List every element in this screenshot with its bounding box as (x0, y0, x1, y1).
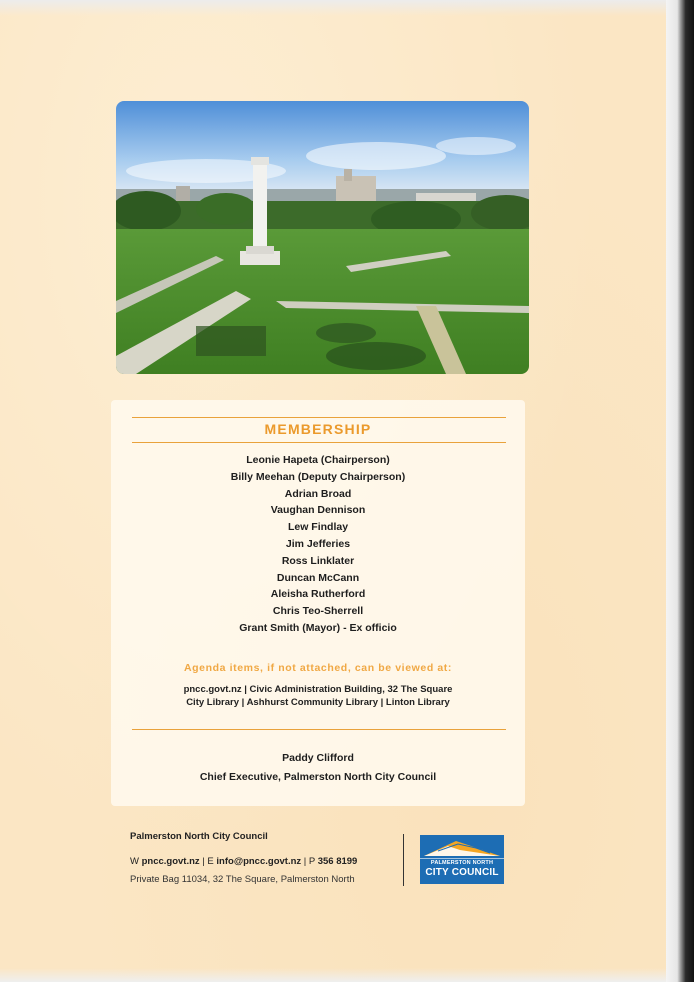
scan-edge-right (666, 0, 694, 982)
title-rule-top (132, 417, 506, 418)
member-item: Vaughan Dennison (270, 504, 366, 517)
phone-prefix: P (308, 856, 316, 867)
phone-number: 356 8199 (317, 856, 358, 867)
city-square-photo (116, 101, 529, 374)
logo-small-text: PALMERSTON NORTH (430, 860, 494, 866)
footer-address: Private Bag 11034, 32 The Square, Palmerston North (130, 874, 355, 885)
logo-large-text: CITY COUNCIL (425, 867, 499, 878)
email-prefix: E (207, 856, 214, 867)
section-rule (132, 729, 506, 730)
member-item: Billy Meehan (Deputy Chairperson) (230, 470, 406, 483)
scan-edge-top (0, 0, 694, 16)
member-item: Aleisha Rutherford (270, 588, 366, 601)
agenda-locations-line-2: City Library | Ashhurst Community Library | Linton Library (186, 697, 450, 708)
title-rule-bottom (132, 442, 506, 443)
website-prefix: W (130, 856, 139, 867)
agenda-locations-line-1: pncc.govt.nz | Civic Administration Building, 32 The Square (183, 684, 453, 695)
separator: | (303, 856, 307, 867)
member-item: Adrian Broad (284, 487, 352, 500)
separator: | (202, 856, 205, 867)
agenda-heading: Agenda items, if not attached, can be viewed at: (183, 662, 453, 674)
member-item: Leonie Hapeta (Chairperson) (246, 454, 390, 466)
email-link[interactable]: info@pncc.govt.nz (216, 856, 302, 867)
member-item: Lew Findlay (287, 521, 349, 534)
member-item: Chris Teo-Sherrell (272, 605, 364, 618)
member-item: Ross Linklater (281, 554, 355, 567)
member-list (111, 452, 525, 637)
footer-contact-line (130, 856, 357, 867)
council-logo (420, 835, 504, 884)
footer-divider (403, 834, 404, 886)
scan-edge-bottom (0, 968, 694, 982)
website-link[interactable]: pncc.govt.nz (141, 856, 200, 867)
member-item: Grant Smith (Mayor) - Ex officio (239, 621, 397, 634)
footer-organization: Palmerston North City Council (130, 831, 268, 842)
member-item: Jim Jefferies (285, 537, 351, 550)
member-item: Duncan McCann (276, 571, 360, 584)
chief-executive-name: Paddy Clifford (282, 752, 354, 764)
chief-executive-title: Chief Executive, Palmerston North City Council (199, 771, 437, 783)
membership-title: MEMBERSHIP (264, 421, 372, 437)
